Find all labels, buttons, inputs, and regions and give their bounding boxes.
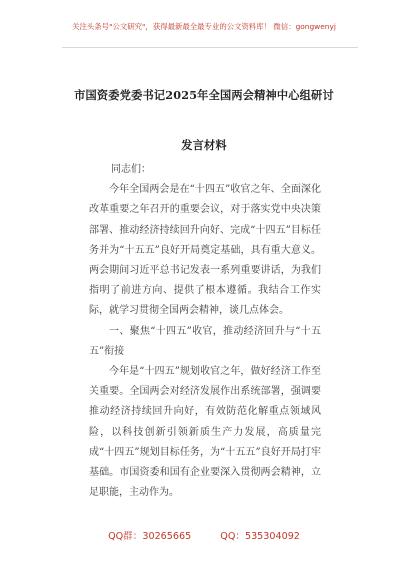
qq-number: QQ：535304092 bbox=[220, 531, 300, 542]
footer-contact bbox=[0, 528, 408, 542]
header-note: 关注头条号"公文研究"，获得最新最全最专业的公文资料库！ 微信：gongwenyj bbox=[72, 22, 336, 31]
paragraph: 今年是“十四五”规划收官之年，做好经济工作至关重要。全国两会对经济发展作出系统部署，强调要推动经济持续回升向好，有效防范化解重点领域风险，以科技创新引领新质生产力发展，高质量完成“十四五”规划目标任务，为“十五五”良好开局打牢基础。市国资委和国有企业要深入贯彻两会精神，立足职能，主动作为。 bbox=[89, 366, 321, 499]
document-title: 市国资委党委书记2025年全国两会精神中心组研讨发言材料 bbox=[74, 88, 334, 152]
greeting: 同志们： bbox=[111, 164, 151, 175]
qq-group-number: QQ群：30265665 bbox=[108, 531, 192, 542]
document-body bbox=[89, 160, 321, 503]
section-heading: 一、聚焦“十四五”收官，推动经济回升与“十五五”衔接 bbox=[89, 325, 321, 357]
paragraph: 今年全国两会是在“十四五”收官之年、全面深化改革重要之年召开的重要会议，对于落实党中央决策部署、推动经济持续回升向好、完成“十四五”目标任务并为“十五五”良好开局奠定基础，具有重大意义。两会期间习近平总书记发表一系列重要讲话，为我们指明了前进方向、提供了根本遵循。我结合工作实际，就学习贯彻全国两会精神，谈几点体会。 bbox=[89, 184, 321, 317]
header-divider bbox=[62, 47, 358, 48]
